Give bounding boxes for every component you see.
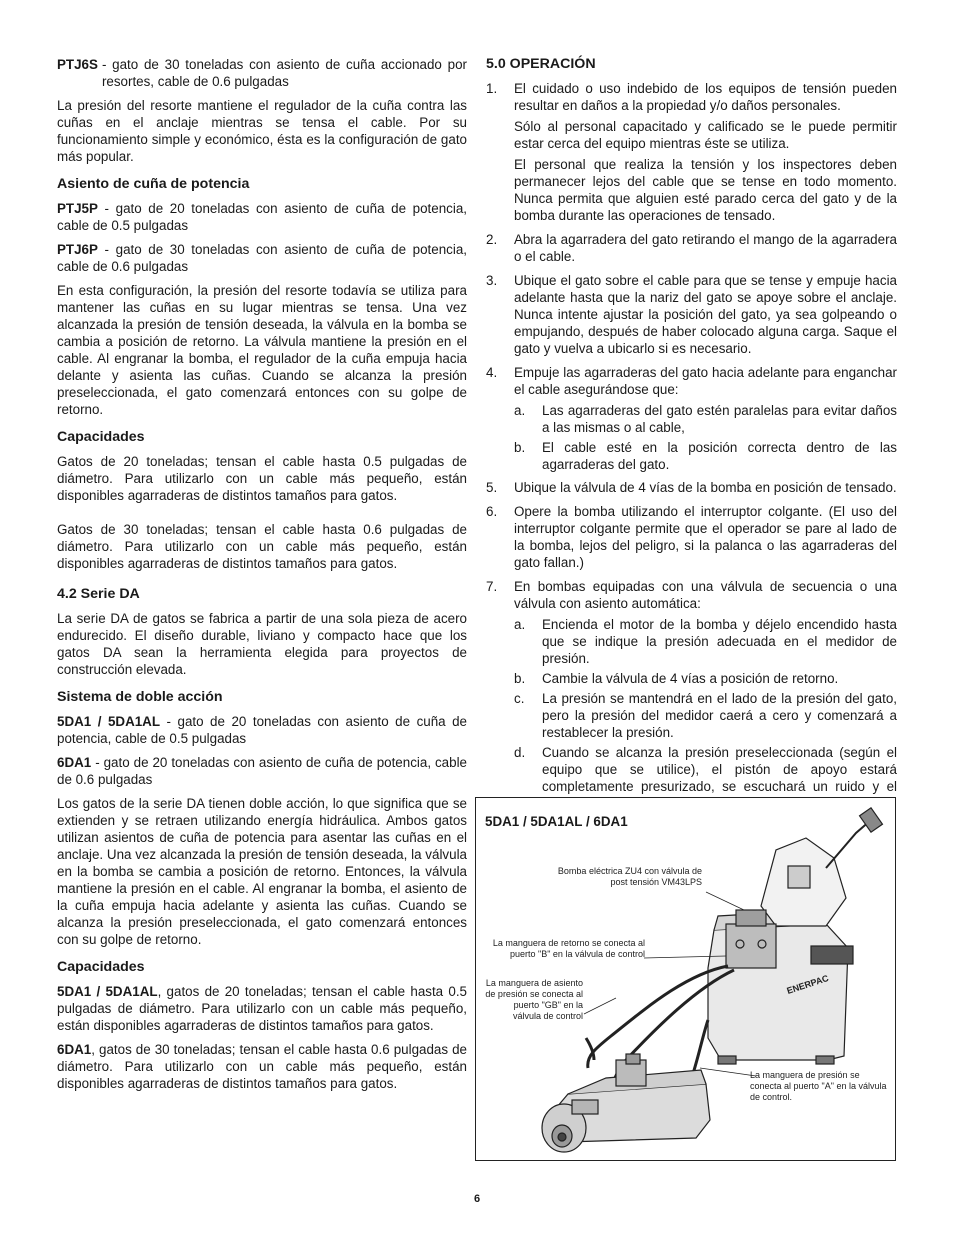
model-6da1 [57,754,467,788]
model-code: PTJ5P [57,201,98,216]
sub-step-letter: c. [514,691,525,706]
operation-step [486,479,897,500]
paragraph-serie-da: La serie DA de gatos se fabrica a partir de una sola pieza de acero endurecido. El diseño durable, liviano y compacto hace que los gatos DA sean la herramienta elegida para proyectos de construcción elevada. [57,611,467,677]
step-number: 2. [486,232,498,247]
operation-step [486,503,897,575]
operation-step [486,272,897,361]
model-ptj5p [57,200,467,234]
pump-jack-figure [475,797,896,1161]
sub-step [514,439,897,473]
sub-step-letter: b. [514,671,526,686]
right-column [486,56,897,818]
figure-title: 5DA1 / 5DA1AL / 6DA1 [485,814,628,829]
pendant-cable [826,820,871,868]
step-text: Ubique la válvula de 4 vías de la bomba en posición de tensado. [514,480,897,495]
step-text: Opere la bomba utilizando el interruptor colgante. (El uso del interruptor colgante permite que el operador se pare al lado de la bomba, lejos del peligro, si la palanca o las agarraderas del gato fallan.) [514,504,897,570]
step-text: El personal que realiza la tensión y los inspectores deben permanecer lejos del cable que se tense en todo momento. Nunca permita que alguien esté parado cerca del gato y de la bomba durante las operaciones de tensado. [514,157,897,223]
page-number: 6 [473,1193,481,1205]
control-valve [726,924,776,968]
step-number: 7. [486,579,498,594]
model-desc: - gato de 20 toneladas con asiento de cuña de potencia, cable de 0.6 pulgadas [57,755,467,787]
callout-pump: Bomba eléctrica ZU4 con válvula de post tensión VM43LPS [557,866,702,887]
model-code: PTJ6P [57,242,98,257]
sub-step [514,616,897,667]
sub-step [514,670,897,687]
step-text: En bombas equipadas con una válvula de secuencia o una válvula con asiento automática: [514,579,897,611]
step-number: 1. [486,81,498,96]
sub-step-text: Cambie la válvula de 4 vías a posición de retorno. [542,671,839,686]
operation-step [486,364,897,476]
capacity-6da1 [57,1041,467,1092]
paragraph-doble-accion: Los gatos de la serie DA tienen doble acción, lo que significa que se extienden y se retraen utilizando energía hidráulica. Ambos gatos utilizan asientos de cuña de potencia para asentar las cuñas en el anclaje. Una vez alcanzada la presión de tensión deseada, la válvula en la bomba se cambia a posición de retorno. Entonces, la válvula mantiene la presión en el cable. Al engranar la bomba, el asiento de la cuña empuja hacia adelante y asienta las cuñas. Cuando se alcanza la presión preseleccionada, el gato comenzará entonces con su golpe de retorno. [57,796,467,947]
sub-step [514,402,897,436]
heading-capacidades-1: Capacidades [57,429,145,445]
return-hose [588,966,728,1068]
paragraph-capacidad-30t: Gatos de 30 toneladas; tensan el cable hasta 0.6 pulgadas de diámetro. Para utilizarlo con un cable más pequeño, están disponibles agarraderas de distintos tamaños para gatos. [57,522,467,571]
callout-seat-hose: La manguera de asiento de presión se conecta al puerto "GB" en la válvula de control [485,978,583,1021]
step-text: Ubique el gato sobre el cable para que se tense y empuje hacia adelante hasta que la nariz del gato se apoye sobre el anclaje. Nunca intente ajustar la posición del gato, ya sea golpeando o empujando, después de haber colocado alguna carga. Saque el gato y vuelva a ubicarlo si es necesario. [514,273,897,356]
step-text: Empuje las agarraderas del gato hacia adelante para enganchar el cable asegurándose que: [514,365,897,397]
sub-step-text: La presión se mantendrá en el lado de la presión del gato, pero la presión del medidor caerá a cero y comenzará a restablecer la presión. [542,691,897,740]
sub-step-letter: a. [514,403,526,418]
model-desc: - gato de 20 toneladas con asiento de cuña de potencia, cable de 0.5 pulgadas [57,714,468,746]
model-code: 5DA1 / 5DA1AL [57,984,158,999]
heading-asiento-potencia: Asiento de cuña de potencia [57,176,250,192]
step-number: 4. [486,365,498,380]
model-code: 6DA1 [57,755,92,770]
heading-capacidades-2: Capacidades [57,959,145,975]
sub-step-text: Las agarraderas del gato estén paralelas para evitar daños a las mismas o al cable, [542,403,897,435]
model-desc: - gato de 30 toneladas con asiento de cuña de potencia, cable de 0.6 pulgadas [57,242,467,274]
sub-step-letter: b. [514,440,526,455]
sub-step [514,690,897,741]
model-desc: - gato de 30 toneladas con asiento de cuña accionado por resortes, cable de 0.6 pulgadas [101,57,467,89]
sub-step-text: El cable esté en la posición correcta dentro de las agarraderas del gato. [542,440,897,472]
step-number: 5. [486,480,498,495]
model-code: PTJ6S [57,57,98,72]
model-desc: - gato de 20 toneladas con asiento de cuña de potencia, cable de 0.5 pulgadas [57,201,467,233]
paragraph-configuracion: En esta configuración, la presión del resorte todavía se utiliza para mantener las cuñas en su lugar mientras se tensa. Una vez alcanzada la presión de tensión deseada, la válvula en la bomba se cambia a posición de retorno. La válvula mantiene la presión en el cable. Al engranar la bomba, el regulador de la cuña empuja hacia delante y asienta las cuñas. Cuando se alcanza la presión preseleccionada, el gato comenzará entonces con su golpe de retorno. [57,283,467,417]
operation-steps [486,80,897,815]
sub-step-letter: a. [514,617,526,632]
operation-step [486,231,897,269]
model-desc: , gatos de 30 toneladas; tensan el cable hasta 0.6 pulgadas de diámetro. Para utilizarlo con un cable más pequeño, están disponibles agarraderas de distintos tamaños para gatos. [57,1042,467,1091]
sub-step-text: Encienda el motor de la bomba y déjelo encendido hasta que se indique la presión adecuada en el medidor de presión. [542,617,897,666]
model-desc: , gatos de 20 toneladas; tensan el cable hasta 0.5 pulgadas de diámetro. Para utilizarlo con un cable más pequeño, están disponibles agarraderas de distintos tamaños para gatos. [57,984,468,1033]
step-number: 3. [486,273,498,288]
model-ptj6p [57,241,467,275]
sub-step-text: Cuando se alcanza la presión preseleccionada (según el equipo que se utilice), el pistón de apoyo estará completamente presurizado, se escuchará un ruido y el [542,745,897,794]
paragraph-resorte: La presión del resorte mantiene el regulador de la cuña contra las cuñas en el anclaje mientras se tensa el cable. Por su funcionamiento simple y económico, ésta es la configuración de gato más popular. [57,98,467,164]
brand-logo: ENERPAC [785,972,830,996]
heading-operacion: 5.0 OPERACIÓN [486,56,596,72]
left-column [57,56,467,1099]
step-number: 6. [486,504,498,519]
step-text: El cuidado o uso indebido de los equipos de tensión pueden resultar en daños a la propiedad y/o daños personales. [514,81,897,113]
capacity-5da1 [57,983,467,1034]
callout-pressure-hose: La manguera de presión se conecta al puerto "A" en la válvula de control. [750,1070,887,1102]
model-ptj6s [57,56,467,90]
operation-step [486,578,897,815]
sub-step-letter: d. [514,745,526,760]
model-code: 6DA1 [57,1042,92,1057]
model-5da1 [57,713,467,747]
paragraph-capacidad-20t: Gatos de 20 toneladas; tensan el cable hasta 0.5 pulgadas de diámetro. Para utilizarlo con un cable más pequeño, están disponibles agarraderas de distintos tamaños para gatos. [57,454,467,503]
step-text: Abra la agarradera del gato retirando el mango de la agarradera o el cable. [514,232,897,264]
callout-return-hose: La manguera de retorno se conecta al puerto "B" en la válvula de control [492,938,645,959]
step-text: Sólo al personal capacitado y calificado se le puede permitir estar cerca del equipo mientras éste se utiliza. [514,119,897,151]
model-code: 5DA1 / 5DA1AL [57,714,161,729]
heading-doble-accion: Sistema de doble acción [57,689,223,705]
heading-serie-da: 4.2 Serie DA [57,586,140,602]
operation-step [486,80,897,228]
